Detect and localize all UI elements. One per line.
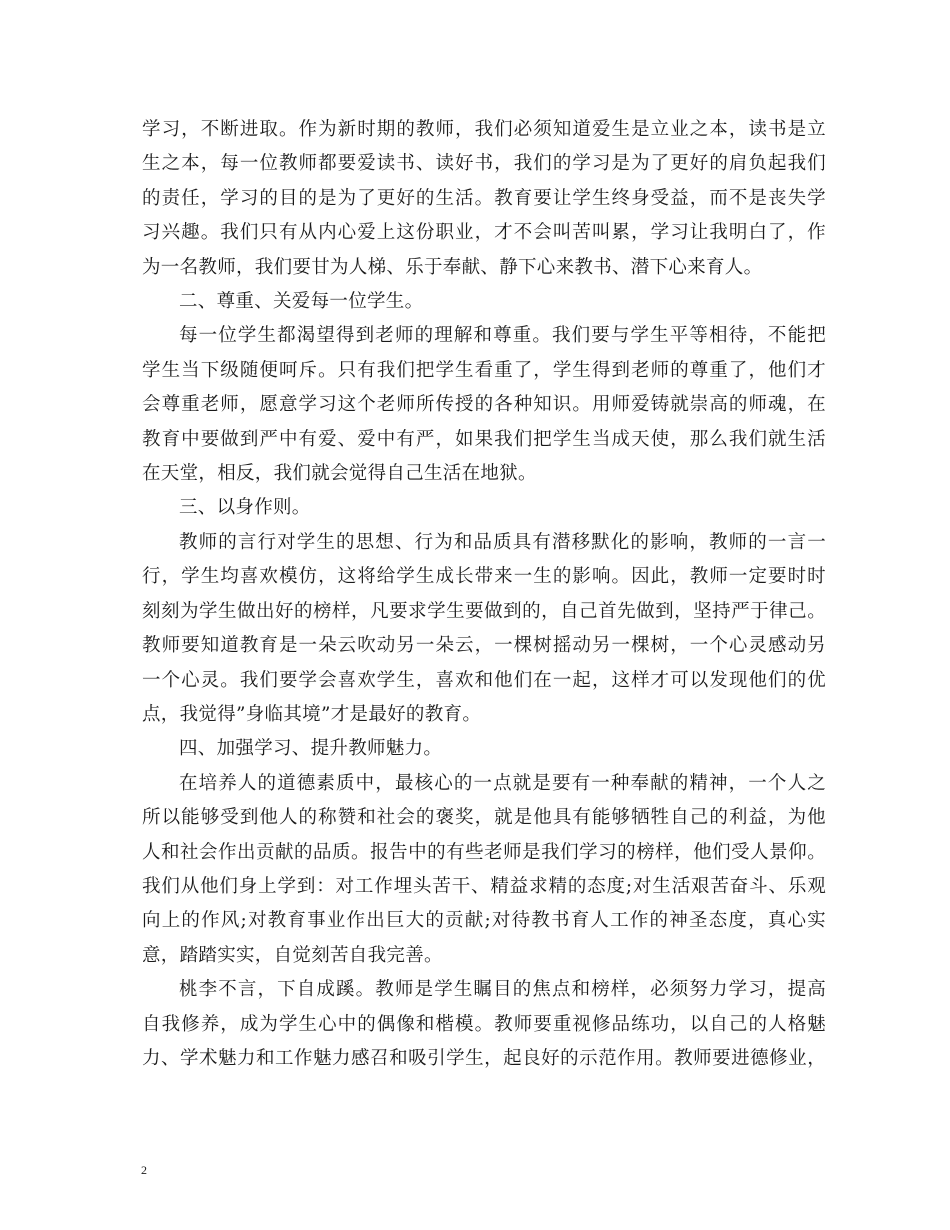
text-line: 习兴趣。我们只有从内心爱上这份职业，才不会叫苦叫累，学习让我明白了，作 [142, 222, 826, 244]
text-line: 在天堂，相反，我们就会觉得自己生活在地狱。 [142, 463, 537, 485]
text-line: 行，学生均喜欢模仿，这将给学生成长带来一生的影响。因此，教师一定要时时 [142, 566, 826, 588]
text-line: 自我修养，成为学生心中的偶像和楷模。教师要重视修品练功，以自己的人格魅 [142, 1013, 826, 1035]
paragraph-first-line: 二、尊重、关爱每一位学生。 [179, 291, 424, 313]
text-line: 刻刻为学生做出好的榜样，凡要求学生要做到的，自己首先做到，坚持严于律己。 [142, 600, 826, 622]
text-line: 教师要知道教育是一朵云吹动另一朵云，一棵树摇动另一棵树，一个心灵感动另 [142, 635, 826, 657]
text-line: 所以能够受到他人的称赞和社会的褒奖，就是他具有能够牺牲自己的利益，为他 [142, 807, 826, 829]
paragraph-first-line: 教师的言行对学生的思想、行为和品质具有潜移默化的影响，教师的一言一 [179, 531, 826, 553]
text-line: 点，我觉得”身临其境”才是最好的教育。 [142, 703, 482, 725]
text-line: 会尊重老师，愿意学习这个老师所传授的各种知识。用师爱铸就崇高的师魂，在 [142, 394, 826, 416]
text-line: 向上的作风;对教育事业作出巨大的贡献;对待教书育人工作的神圣态度，真心实 [142, 910, 826, 932]
text-line: 学生当下级随便呵斥。只有我们把学生看重了，学生得到老师的尊重了，他们才 [142, 359, 826, 381]
text-line: 教育中要做到严中有爱、爱中有严，如果我们把学生当成天使，那么我们就生活 [142, 428, 826, 450]
text-line: 的责任，学习的目的是为了更好的生活。教育要让学生终身受益，而不是丧失学 [142, 187, 826, 209]
text-line: 学习，不断进取。作为新时期的教师，我们必须知道爱生是立业之本，读书是立 [142, 119, 826, 140]
text-line: 力、学术魅力和工作魅力感召和吸引学生，起良好的示范作用。教师要进德修业， [142, 1047, 826, 1069]
text-line: 我们从他们身上学到：对工作埋头苦干、精益求精的态度;对生活艰苦奋斗、乐观 [142, 875, 826, 897]
text-line: 为一名教师，我们要甘为人梯、乐于奉献、静下心来教书、潜下心来育人。 [142, 256, 763, 278]
paragraph-first-line: 桃李不言，下自成蹊。教师是学生瞩目的焦点和榜样，必须努力学习，提高 [179, 979, 826, 1001]
paragraph-first-line: 在培养人的道德素质中，最核心的一点就是要有一种奉献的精神，一个人之 [179, 772, 826, 794]
page-number: 2 [141, 1163, 147, 1177]
text-line: 生之本，每一位教师都要爱读书、读好书，我们的学习是为了更好的肩负起我们 [142, 153, 826, 175]
document-body [142, 113, 826, 1076]
paragraph-first-line: 四、加强学习、提升教师魅力。 [179, 738, 443, 760]
text-line: 一个心灵。我们要学会喜欢学生，喜欢和他们在一起，这样才可以发现他们的优 [142, 669, 826, 691]
text-line: 人和社会作出贡献的品质。报告中的有些老师是我们学习的榜样，他们受人景仰。 [142, 841, 826, 863]
paragraph-first-line: 每一位学生都渴望得到老师的理解和尊重。我们要与学生平等相待，不能把 [179, 325, 826, 347]
paragraph-first-line: 三、以身作则。 [179, 497, 311, 519]
text-line: 意，踏踏实实，自觉刻苦自我完善。 [142, 944, 443, 966]
